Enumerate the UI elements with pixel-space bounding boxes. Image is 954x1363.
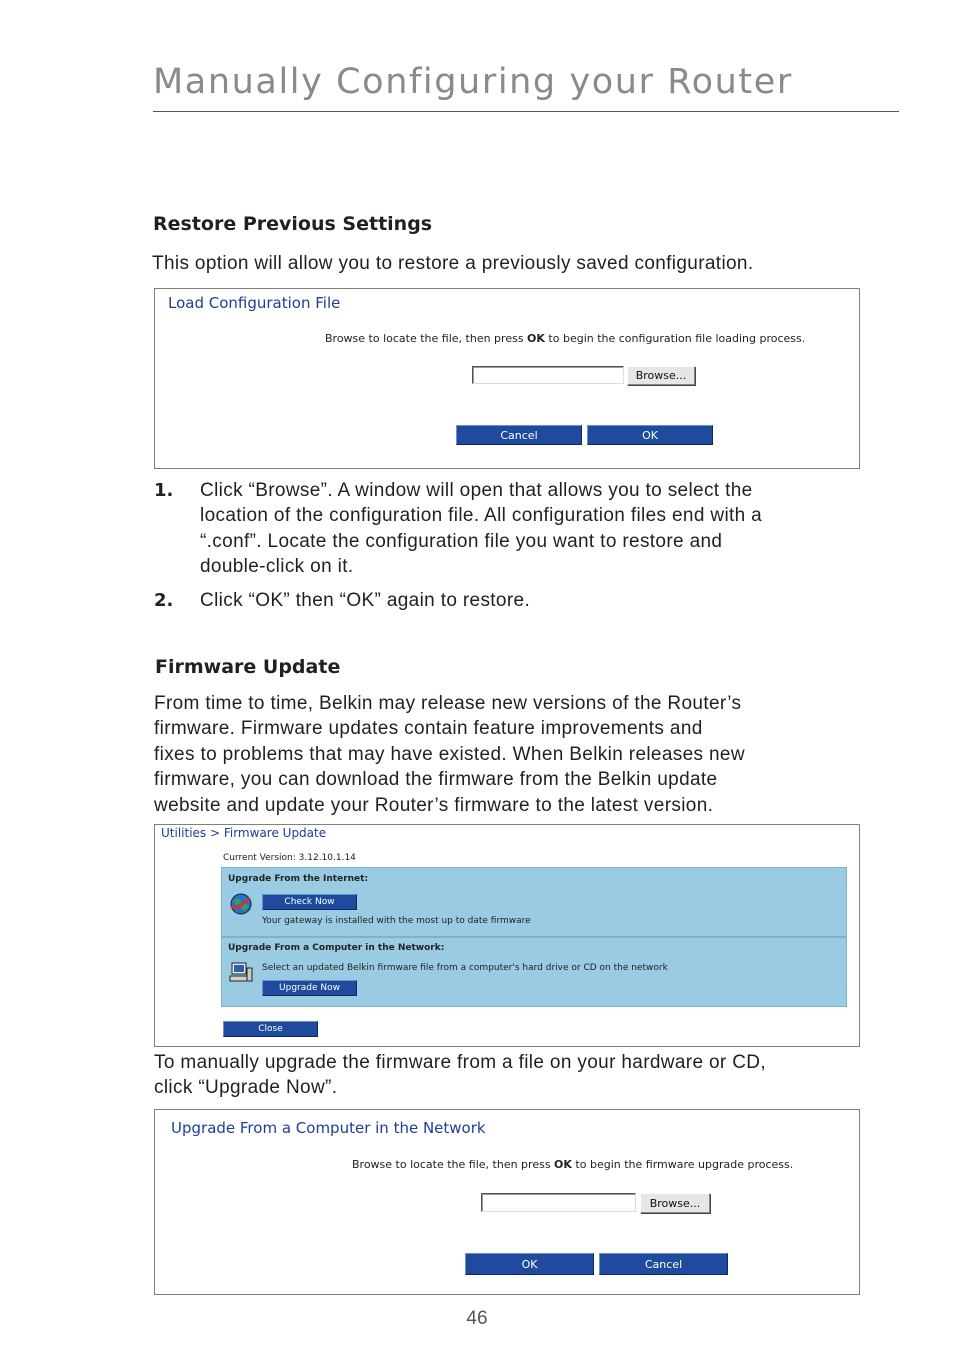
title-divider xyxy=(153,111,899,112)
ok-button[interactable]: OK xyxy=(465,1253,594,1275)
cancel-button[interactable]: Cancel xyxy=(599,1253,728,1275)
internet-upgrade-panel xyxy=(221,867,847,937)
instruction-ok-bold: OK xyxy=(554,1158,572,1171)
breadcrumb[interactable]: Utilities > Firmware Update xyxy=(161,826,327,840)
step-1-line: “.conf”. Locate the configuration file you want to restore and xyxy=(200,530,723,552)
browse-button[interactable]: Browse... xyxy=(640,1193,710,1213)
firmware-intro-line: firmware. Firmware updates contain feature improvements and xyxy=(154,718,703,740)
firmware-intro-line: fixes to problems that may have existed. When Belkin releases new xyxy=(154,743,745,765)
instruction-ok-bold: OK xyxy=(527,332,545,345)
firmware-intro-line: firmware, you can download the firmware from the Belkin update xyxy=(154,769,718,791)
load-config-screenshot xyxy=(154,288,860,469)
firmware-file-input[interactable] xyxy=(481,1193,636,1212)
internet-status-text: Your gateway is installed with the most up to date firmware xyxy=(262,916,531,926)
step-1-line: Click “Browse”. A window will open that allows you to select the xyxy=(200,480,753,501)
step-1-text xyxy=(200,478,840,580)
firmware-intro xyxy=(154,691,874,818)
network-upgrade-panel xyxy=(221,937,847,1007)
upgrade-from-computer-title: Upgrade From a Computer in the Network xyxy=(171,1119,486,1137)
instruction-text: Browse to locate the file, then press xyxy=(352,1158,555,1171)
upgrade-instruction xyxy=(352,1158,793,1171)
browse-button[interactable]: Browse... xyxy=(627,366,695,385)
ok-button[interactable]: OK xyxy=(587,425,713,445)
cancel-button[interactable]: Cancel xyxy=(456,425,582,445)
globe-icon xyxy=(229,892,253,916)
current-version: Current Version: 3.12.10.1.14 xyxy=(223,853,356,863)
computer-icon xyxy=(229,960,253,984)
step-2-number: 2. xyxy=(154,590,174,611)
firmware-intro-line: website and update your Router’s firmware to the latest version. xyxy=(154,794,714,816)
internet-upgrade-heading: Upgrade From the Internet: xyxy=(228,874,369,884)
check-now-button[interactable]: Check Now xyxy=(262,894,357,910)
load-config-instruction xyxy=(325,332,805,345)
firmware-update-screenshot xyxy=(154,824,860,1047)
step-1-line: double-click on it. xyxy=(200,556,354,578)
step-1-number: 1. xyxy=(154,480,174,501)
instruction-text-end: to begin the firmware upgrade process. xyxy=(571,1158,794,1171)
load-config-title: Load Configuration File xyxy=(168,294,341,312)
page-number: 46 xyxy=(466,1308,488,1329)
page-title: Manually Configuring your Router xyxy=(153,62,793,102)
restore-heading: Restore Previous Settings xyxy=(153,213,433,235)
step-1-line: location of the configuration file. All configuration files end with a xyxy=(200,505,763,527)
firmware-intro-line: From time to time, Belkin may release new versions of the Router’s xyxy=(154,693,742,714)
network-upgrade-heading: Upgrade From a Computer in the Network: xyxy=(228,943,445,953)
restore-intro: This option will allow you to restore a previously saved configuration. xyxy=(152,253,754,274)
upgrade-instructions-line: click “Upgrade Now”. xyxy=(154,1077,338,1099)
upgrade-instructions-line: To manually upgrade the firmware from a file on your hardware or CD, xyxy=(154,1052,767,1073)
close-button[interactable]: Close xyxy=(223,1021,318,1037)
instruction-text: Browse to locate the file, then press xyxy=(325,332,528,345)
upgrade-from-computer-screenshot xyxy=(154,1109,860,1295)
upgrade-instructions xyxy=(154,1050,874,1101)
firmware-heading: Firmware Update xyxy=(155,656,341,678)
upgrade-now-button[interactable]: Upgrade Now xyxy=(262,980,357,996)
step-2-text: Click “OK” then “OK” again to restore. xyxy=(200,590,531,611)
config-file-input[interactable] xyxy=(472,366,624,384)
network-upgrade-text: Select an updated Belkin firmware file from a computer's hard drive or CD on the network xyxy=(262,963,668,973)
instruction-text-end: to begin the configuration file loading process. xyxy=(544,332,806,345)
